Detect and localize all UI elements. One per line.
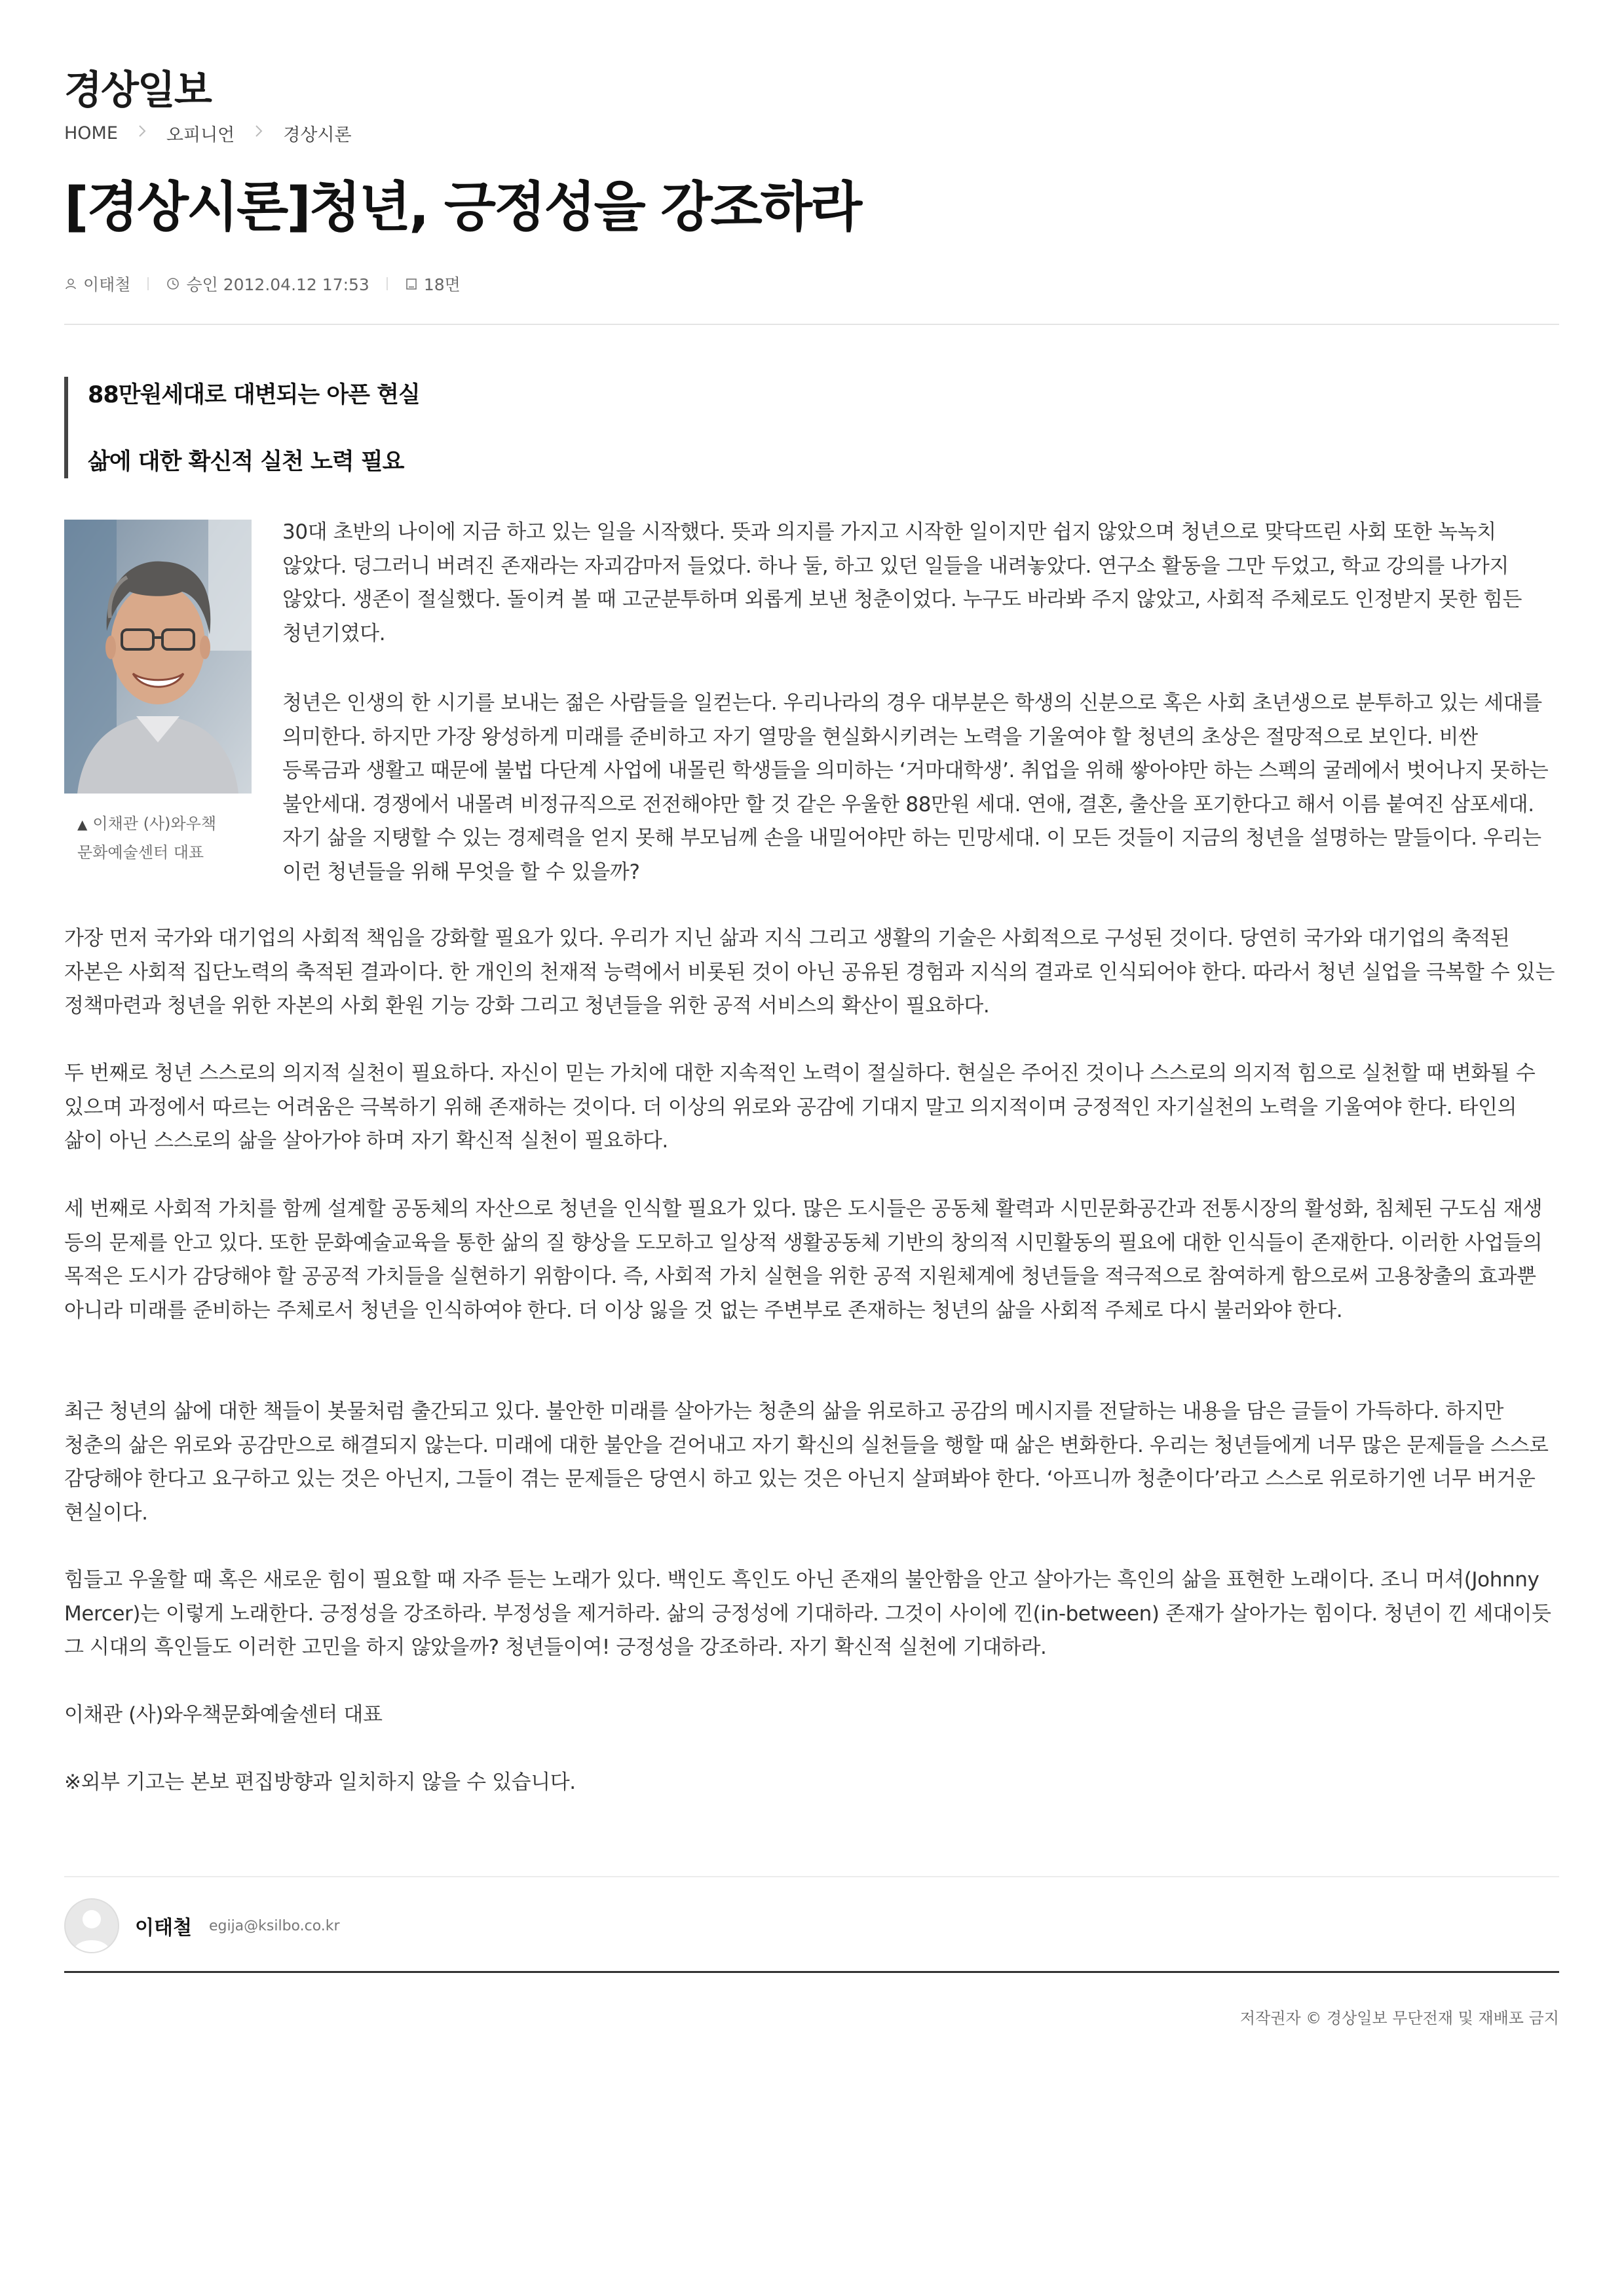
- article-paragraph: 세 번째로 사회적 가치를 함께 설계할 공동체의 자산으로 청년을 인식할 필요가 있다. 많은 도시들은 공동체 활력과 시민문화공간과 전통시장의 활성화, 침체된 구도심 재생 등의 문제를 안고 있다. 또한 문화예술교육을 통한 삶의 질 향상을 도모하고 일상적 생활공동체 기반의 창의적 시민활동의 필요에 대한 인식들이 존재한다. 이러한 사업들의 목적은 도시가 감당해야 할 공공적 가치들을 실현하기 위함이다. 즉, 사회적 가치 실현을 위한 공적 지원체계에 청년들을 적극적으로 참여하게 함으로써 고용창출의 효과뿐 아니라 미래를 준비하는 주체로서 청년을 인식하여야 한다. 더 이상 잃을 것 없는 주변부로 존재하는 청년의 삶을 사회적 주체로 다시 불러와야 한다.: [64, 1197, 1543, 1322]
- article-subheads: [64, 377, 420, 478]
- photo-caption: [64, 810, 252, 867]
- meta-divider: [387, 277, 388, 290]
- meta-page: [405, 272, 461, 296]
- newspaper-icon: [405, 277, 418, 290]
- caption-line: 이채관 (사)와우책: [92, 814, 217, 833]
- breadcrumb-home[interactable]: HOME: [64, 123, 118, 144]
- columnist-photo: [64, 520, 252, 794]
- article-meta: [64, 273, 461, 295]
- meta-author-name: 이태철: [83, 275, 131, 294]
- article-paragraph: 30대 초반의 나이에 지금 하고 있는 일을 시작했다. 뜻과 의지를 가지고 시작한 일이지만 쉽지 않았으며 청년으로 맞닥뜨린 사회 또한 녹녹치 않았다. 덩그러니 버려진 존재라는 자괴감마저 들었다. 하나 둘, 하고 있던 일들을 내려놓았다. 연구소 활동을 그만 두었고, 학교 강의를 나가지 않았다. 생존이 절실했다. 돌이켜 볼 때 고군분투하며 외롭게 보낸 청춘이었다. 누구도 바라봐 주지 않았고, 사회적 주체로도 인정받지 못한 힘든 청년기였다.: [282, 520, 1522, 645]
- avatar[interactable]: [64, 1898, 119, 1953]
- article-title: [경상시론]청년, 긍정성을 강조하라: [64, 176, 861, 239]
- subhead: 삶에 대한 확신적 실천 노력 필요: [88, 449, 404, 475]
- article-paragraph: 청년은 인생의 한 시기를 보내는 젊은 사람들을 일컫는다. 우리나라의 경우 대부분은 학생의 신분으로 혹은 사회 초년생으로 분투하고 있는 세대를 의미한다. 하지만 가장 왕성하게 미래를 준비하고 자기 열망을 현실화시키려는 노력을 기울여야 할 청년의 초상은 절망적으로 보인다. 비싼 등록금과 생활고 때문에 불법 다단계 사업에 내몰린 학생들을 의미하는 ‘거마대학생’. 취업을 위해 쌓아야만 하는 스펙의 굴레에서 벗어나지 못하는 불안세대. 경쟁에서 내몰려 비정규직으로 전전해야만 할 것 같은 우울한 88만원 세대. 연애, 결혼, 출산을 포기한다고 해서 이름 붙여진 삼포세대. 자기 삶을 지탱할 수 있는 경제력을 얻지 못해 부모님께 손을 내밀어야만 하는 민망세대. 이 모든 것들이 지금의 청년을 설명하는 말들이다. 우리는 이런 청년들을 위해 무엇을 할 수 있을까?: [282, 691, 1549, 884]
- footer-divider: [64, 1971, 1559, 1973]
- meta-author: [64, 272, 130, 296]
- header-divider: [64, 324, 1559, 325]
- meta-approved: [166, 272, 369, 296]
- meta-approved-text: 승인 2012.04.12 17:53: [186, 275, 369, 294]
- caption-line: 문화예술센터 대표: [77, 843, 204, 862]
- article-paragraph: 힘들고 우울할 때 혹은 새로운 힘이 필요할 때 자주 듣는 노래가 있다. 백인도 흑인도 아닌 존재의 불안함을 안고 살아가는 흑인의 삶을 표현한 노래이다. 조니 머셔(Johnny Mercer)는 이렇게 노래한다. 긍정성을 강조하라. 부정성을 제거하라. 삶의 긍정성에 기대하라. 그것이 사이에 낀(in-between) 존재가 살아가는 힘이다. 청년이 낀 세대이듯 그 시대의 흑인들도 이러한 고민을 하지 않았을까? 청년들이여! 긍정성을 강조하라. 자기 확신적 실천에 기대하라.: [64, 1568, 1551, 1659]
- user-avatar-icon: [66, 1900, 118, 1952]
- breadcrumb-subsection[interactable]: 경상시론: [283, 124, 352, 145]
- author-box-divider: [64, 1876, 1559, 1877]
- meta-page-text: 18면: [423, 275, 461, 294]
- article-paragraph: 최근 청년의 삶에 대한 책들이 봇물처럼 출간되고 있다. 불안한 미래를 살아가는 청춘의 삶을 위로하고 공감의 메시지를 전달하는 내용을 담은 글들이 가득하다. 하지만 청춘의 삶은 위로와 공감만으로 해결되지 않는다. 미래에 대한 불안을 걷어내고 자기 확신의 실천들을 행할 때 삶은 변화한다. 우리는 청년들에게 너무 많은 문제들을 스스로 감당해야 한다고 요구하고 있는 것은 아닌지, 그들이 겪는 문제들은 당연시 하고 있는 것은 아닌지 살펴봐야 한다. ‘아프니까 청춘이다’라고 스스로 위로하기엔 너무 버거운 현실이다.: [64, 1400, 1549, 1525]
- article-paragraph: 가장 먼저 국가와 대기업의 사회적 책임을 강화할 필요가 있다. 우리가 지닌 삶과 지식 그리고 생활의 기술은 사회적으로 구성된 것이다. 당연히 국가와 대기업의 축적된 자본은 사회적 집단노력의 축적된 결과이다. 한 개인의 천재적 능력에서 비롯된 것이 아닌 공유된 경험과 지식의 결과로 인식되어야 한다. 따라서 청년 실업을 극복할 수 있는 정책마련과 청년을 위한 자본의 사회 환원 기능 강화 그리고 청년들을 위한 공적 서비스의 확산이 필요하다.: [64, 927, 1555, 1018]
- clock-icon: [166, 277, 180, 291]
- triangle-up-icon: ▲: [77, 816, 88, 832]
- author-box: [64, 1898, 340, 1953]
- meta-divider: [147, 277, 149, 290]
- author-photo-figure: [64, 520, 252, 867]
- subhead: 88만원세대로 대변되는 아픈 현실: [88, 382, 420, 408]
- user-icon: [64, 277, 77, 290]
- author-email[interactable]: egija@ksilbo.co.kr: [208, 1917, 340, 1934]
- site-logo[interactable]: 경상일보: [64, 67, 211, 113]
- breadcrumb: [64, 122, 352, 144]
- breadcrumb-section[interactable]: 오피니언: [166, 124, 235, 145]
- copyright-notice: 저작권자 © 경상일보 무단전재 및 재배포 금지: [1239, 2009, 1559, 2027]
- author-signature: 이채관 (사)와우책문화예술센터 대표: [64, 1703, 383, 1727]
- chevron-right-icon: [254, 123, 263, 143]
- chevron-right-icon: [138, 123, 147, 143]
- author-name[interactable]: 이태철: [135, 1917, 192, 1940]
- disclaimer: ※외부 기고는 본보 편집방향과 일치하지 않을 수 있습니다.: [64, 1770, 576, 1794]
- article-paragraph: 두 번째로 청년 스스로의 의지적 실천이 필요하다. 자신이 믿는 가치에 대한 지속적인 노력이 절실하다. 현실은 주어진 것이나 스스로의 의지적 힘으로 실천할 때 변화될 수 있으며 과정에서 따르는 어려움은 극복하기 위해 존재하는 것이다. 더 이상의 위로와 공감에 기대지 말고 의지적이며 긍정적인 자기실천의 노력을 기울여야 한다. 타인의 삶이 아닌 스스로의 삶을 살아가야 하며 자기 확신적 실천이 필요하다.: [64, 1062, 1536, 1153]
